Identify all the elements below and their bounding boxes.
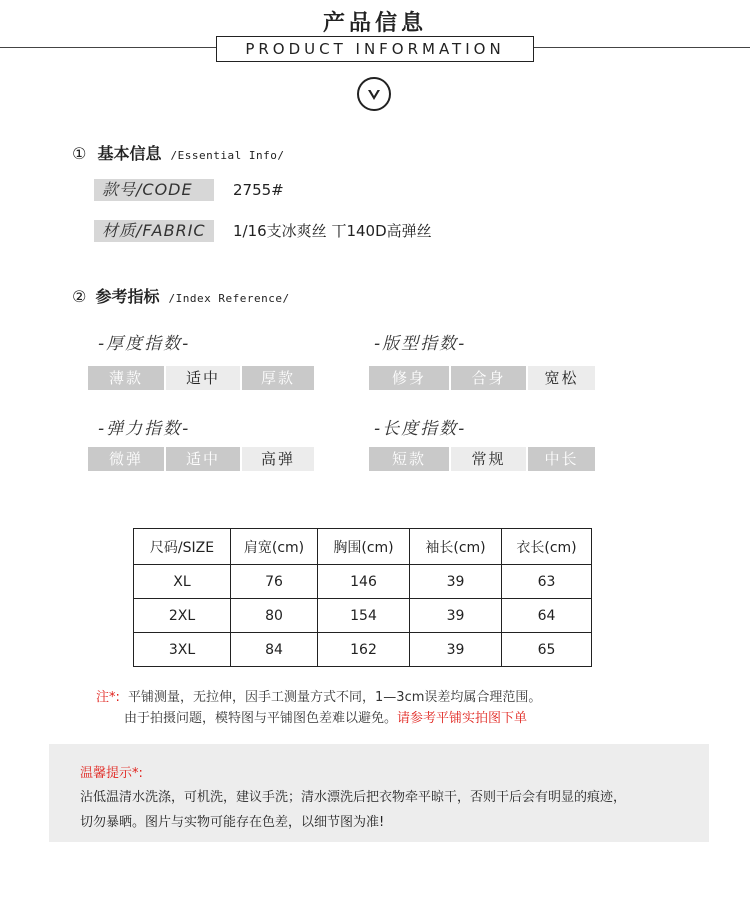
thickness-option: 厚款 bbox=[242, 366, 314, 390]
fit-index-title: -版型指数- bbox=[374, 334, 467, 354]
column-header: 胸围(cm) bbox=[318, 529, 410, 565]
length-option: 中长 bbox=[528, 447, 595, 471]
column-header: 袖长(cm) bbox=[410, 529, 502, 565]
table-cell: 39 bbox=[410, 633, 502, 667]
note-line1: 平铺测量，无拉伸，因手工测量方式不同，1—3cm误差均属合理范围。 bbox=[128, 690, 542, 705]
section-subtitle: /Essential Info/ bbox=[170, 149, 285, 162]
column-header: 尺码/SIZE bbox=[134, 529, 231, 565]
note-prefix: 注*: bbox=[96, 690, 120, 705]
chevron-down-circle-icon bbox=[357, 77, 391, 111]
page-subtitle: PRODUCT INFORMATION bbox=[216, 36, 534, 62]
code-value: 2755# bbox=[233, 181, 284, 199]
table-cell: 39 bbox=[410, 565, 502, 599]
table-row bbox=[134, 633, 592, 667]
code-label: 款号/CODE bbox=[94, 179, 214, 201]
care-line1: 沾低温清水洗涤，可机洗，建议手洗；清水漂洗后把衣物牵平晾干，否则干后会有明显的痕迹， bbox=[80, 790, 627, 805]
care-line2: 切勿暴晒。图片与实物可能存在色差，以细节图为准! bbox=[80, 815, 385, 830]
elasticity-option: 微弹 bbox=[88, 447, 164, 471]
care-tips-box bbox=[49, 744, 709, 842]
basic-info-heading bbox=[72, 141, 285, 164]
header-line-left bbox=[0, 47, 216, 48]
fit-option: 宽松 bbox=[528, 366, 595, 390]
section-title: 基本信息 bbox=[97, 144, 162, 163]
elasticity-option: 适中 bbox=[166, 447, 240, 471]
table-cell: 76 bbox=[231, 565, 318, 599]
section-number: ① bbox=[72, 144, 87, 163]
table-cell: 84 bbox=[231, 633, 318, 667]
table-cell: 2XL bbox=[134, 599, 231, 633]
elasticity-option: 高弹 bbox=[242, 447, 314, 471]
chevron-down-icon bbox=[366, 87, 382, 103]
section-subtitle: /Index Reference/ bbox=[168, 292, 290, 305]
table-cell: 65 bbox=[502, 633, 592, 667]
table-cell: 154 bbox=[318, 599, 410, 633]
size-table bbox=[133, 528, 592, 667]
thickness-option: 薄款 bbox=[88, 366, 164, 390]
section-title: 参考指标 bbox=[95, 287, 160, 306]
index-reference-heading bbox=[72, 284, 290, 307]
table-cell: 3XL bbox=[134, 633, 231, 667]
table-cell: 80 bbox=[231, 599, 318, 633]
length-option: 短款 bbox=[369, 447, 449, 471]
color-note bbox=[124, 709, 724, 729]
section-number: ② bbox=[72, 287, 87, 306]
note-line2-highlight: 请参考平铺实拍图下单 bbox=[397, 711, 528, 726]
table-cell: XL bbox=[134, 565, 231, 599]
care-title: 温馨提示*: bbox=[80, 766, 143, 781]
column-header: 衣长(cm) bbox=[502, 529, 592, 565]
table-cell: 39 bbox=[410, 599, 502, 633]
table-cell: 146 bbox=[318, 565, 410, 599]
table-cell: 64 bbox=[502, 599, 592, 633]
table-header-row bbox=[134, 529, 592, 565]
fit-option: 合身 bbox=[451, 366, 526, 390]
table-cell: 63 bbox=[502, 565, 592, 599]
table-row bbox=[134, 565, 592, 599]
elasticity-index-title: -弹力指数- bbox=[98, 419, 191, 439]
measurement-note bbox=[96, 688, 716, 708]
table-cell: 162 bbox=[318, 633, 410, 667]
header-line-right bbox=[534, 47, 750, 48]
thickness-option: 适中 bbox=[166, 366, 240, 390]
table-row bbox=[134, 599, 592, 633]
fabric-value: 1/16支冰爽丝 丅140D高弹丝 bbox=[233, 222, 432, 240]
thickness-index-title: -厚度指数- bbox=[98, 334, 191, 354]
length-option: 常规 bbox=[451, 447, 526, 471]
column-header: 肩宽(cm) bbox=[231, 529, 318, 565]
fit-option: 修身 bbox=[369, 366, 449, 390]
note-line2: 由于拍摄问题，模特图与平铺图色差难以避免。 bbox=[124, 711, 398, 726]
fabric-label: 材质/FABRIC bbox=[94, 220, 214, 242]
page-title: 产品信息 bbox=[322, 11, 427, 36]
length-index-title: -长度指数- bbox=[374, 419, 467, 439]
